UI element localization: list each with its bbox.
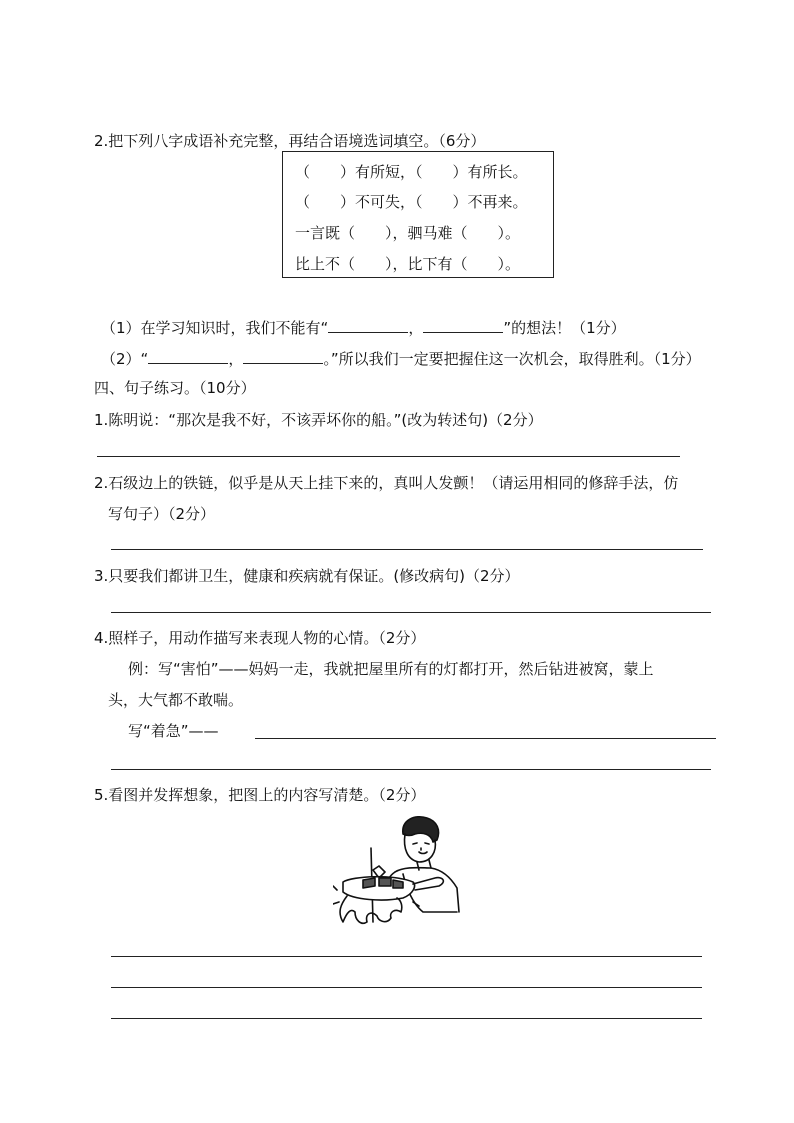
q2-sub1-blank-2[interactable] <box>423 316 503 333</box>
s4-q4-example-line1: 例：写“害怕”——妈妈一走，我就把屋里所有的灯都打开，然后钻进被窝，蒙上 <box>128 660 654 678</box>
q2-sub2-suffix: 。”所以我们一定要把握住这一次机会，取得胜利。（1分） <box>323 350 701 368</box>
q2-sub1-prefix: （1）在学习知识时，我们不能有“ <box>101 319 329 337</box>
s4-q1-answer-line[interactable] <box>97 456 680 457</box>
s4-q5-answer-line-2[interactable] <box>111 987 702 988</box>
idiom-row-2: （ ）不可失，（ ）不再来。 <box>295 193 528 211</box>
s4-q2-line1: 2.石级边上的铁链，似乎是从天上挂下来的，真叫人发颤！（请运用相同的修辞手法，仿 <box>94 474 679 492</box>
s4-q4: 4.照样子，用动作描写来表现人物的心情。（2分） <box>94 629 426 647</box>
q2-sub2-prefix: （2）“ <box>101 350 149 368</box>
section4-heading: 四、句子练习。（10分） <box>94 379 256 397</box>
idiom-row-4: 比上不（ ），比下有（ ）。 <box>295 255 521 273</box>
q2-sub1 <box>101 316 626 338</box>
s4-q4-answer-line-1[interactable] <box>255 738 716 739</box>
q2-sub2-comma: ， <box>228 350 244 368</box>
s4-q3-answer-line[interactable] <box>111 612 711 613</box>
s4-q5-answer-line-1[interactable] <box>111 956 702 957</box>
s4-q2-answer-line[interactable] <box>111 549 703 550</box>
q2-sub1-blank-1[interactable] <box>328 316 408 333</box>
idiom-row-3: 一言既（ ），驷马难（ ）。 <box>295 224 521 242</box>
s4-q4-prompt: 写“着急”—— <box>128 722 219 740</box>
s4-q3: 3.只要我们都讲卫生，健康和疾病就有保证。(修改病句)（2分） <box>94 567 520 585</box>
s4-q2-line2: 写句子）（2分） <box>108 505 216 523</box>
q2-sub2 <box>101 347 701 369</box>
q2-sub1-comma: ， <box>408 319 424 337</box>
q2-sub1-suffix: ”的想法！（1分） <box>503 319 626 337</box>
s4-q1: 1.陈明说：“那次是我不好，不该弄坏你的船。”(改为转述句)（2分） <box>94 411 543 429</box>
idiom-box <box>282 151 554 278</box>
s4-q4-answer-line-2[interactable] <box>111 769 711 770</box>
s4-q5: 5.看图并发挥想象，把图上的内容写清楚。（2分） <box>94 786 426 804</box>
s4-q4-example-line2: 头，大气都不敢喘。 <box>108 691 244 709</box>
q2-sub2-blank-1[interactable] <box>148 347 228 364</box>
q2-sub2-blank-2[interactable] <box>243 347 323 364</box>
cooking-boy-illustration <box>333 812 463 937</box>
idiom-row-1: （ ）有所短，（ ）有所长。 <box>295 163 528 181</box>
s4-q5-answer-line-3[interactable] <box>111 1018 702 1019</box>
q2-title: 2.把下列八字成语补充完整，再结合语境选词填空。（6分） <box>94 132 486 150</box>
